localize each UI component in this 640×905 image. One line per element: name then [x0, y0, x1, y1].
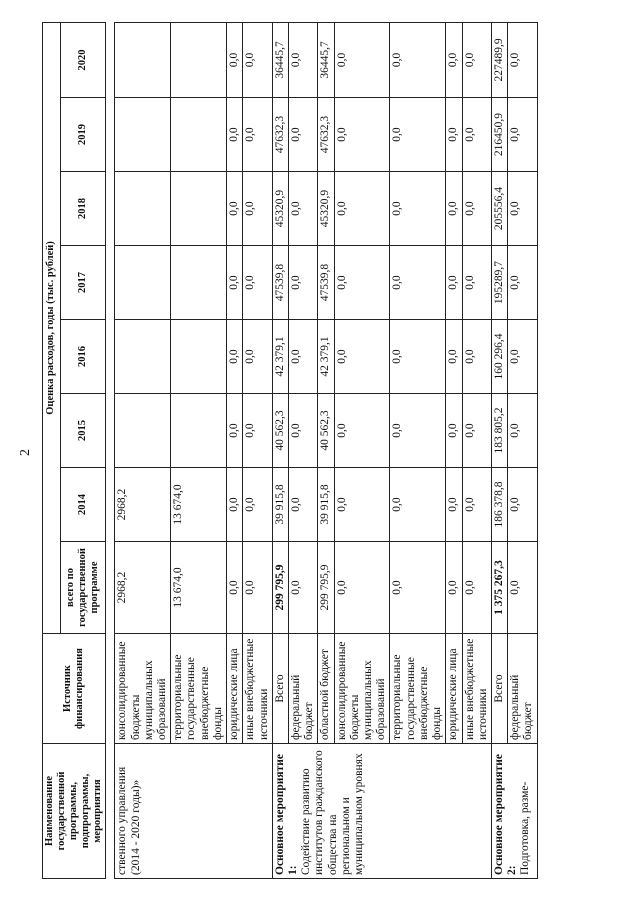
year-value: 183 805,2: [492, 394, 508, 468]
total-value: 0,0: [288, 542, 317, 634]
header-source: Источник финансирования: [43, 634, 106, 744]
year-value: 0,0: [334, 394, 390, 468]
total-value: 0,0: [508, 542, 537, 634]
total-value: 299 795,9: [318, 542, 334, 634]
funding-source: федеральный бюджет: [288, 634, 317, 744]
year-value: 45320,9: [272, 172, 288, 246]
year-value: 0,0: [288, 246, 317, 320]
year-value: 0,0: [243, 246, 272, 320]
year-value: 0,0: [390, 98, 446, 172]
year-value: [115, 246, 171, 320]
year-value: 0,0: [390, 172, 446, 246]
year-value: 0,0: [508, 246, 537, 320]
year-value: 216450,9: [492, 98, 508, 172]
total-value: 13 674,0: [171, 542, 227, 634]
year-value: 13 674,0: [171, 468, 227, 542]
year-value: 0,0: [227, 172, 243, 246]
year-value: 0,0: [288, 394, 317, 468]
year-value: 2968,2: [115, 468, 171, 542]
year-value: 0,0: [462, 22, 491, 97]
year-value: 0,0: [227, 98, 243, 172]
year-value: 0,0: [243, 98, 272, 172]
year-value: 0,0: [390, 246, 446, 320]
funding-source: федеральный бюджет: [508, 634, 537, 744]
year-value: 0,0: [227, 246, 243, 320]
year-value: 0,0: [508, 22, 537, 97]
measure-title: Основное мероприятие 2:: [493, 753, 519, 875]
year-value: [115, 98, 171, 172]
year-value: 0,0: [462, 320, 491, 394]
table-row: [272, 22, 288, 878]
year-value: 0,0: [288, 468, 317, 542]
header-year: 2019: [60, 98, 106, 172]
year-value: 39 915,8: [318, 468, 334, 542]
year-value: 47632,3: [272, 98, 288, 172]
year-value: [171, 394, 227, 468]
year-value: 47539,8: [318, 246, 334, 320]
header-year: 2016: [60, 320, 106, 394]
year-value: 36445,7: [272, 22, 288, 97]
year-value: 0,0: [462, 394, 491, 468]
header-year: 2020: [60, 22, 106, 97]
year-value: 0,0: [446, 468, 462, 542]
page-number: 2: [18, 449, 33, 456]
year-value: 0,0: [334, 172, 390, 246]
year-value: 0,0: [243, 172, 272, 246]
total-value: 0,0: [243, 542, 272, 634]
funding-source: Всего: [492, 634, 508, 744]
year-value: 36445,7: [318, 22, 334, 97]
year-value: 0,0: [462, 98, 491, 172]
year-value: 0,0: [243, 22, 272, 97]
year-value: 40 562,3: [318, 394, 334, 468]
header-year: 2014: [60, 468, 106, 542]
measure-name-cell: [492, 744, 538, 879]
year-value: 0,0: [334, 246, 390, 320]
funding-source: территориальные государственные внебюджетные фонды: [171, 634, 227, 744]
year-value: 0,0: [227, 394, 243, 468]
funding-source: территориальные государственные внебюджетные фонды: [390, 634, 446, 744]
year-value: 0,0: [288, 320, 317, 394]
year-value: [171, 22, 227, 97]
year-value: [171, 98, 227, 172]
year-value: 0,0: [243, 320, 272, 394]
table-row: [115, 22, 171, 878]
total-value: 2968,2: [115, 542, 171, 634]
year-value: 160 296,4: [492, 320, 508, 394]
measure-name-cell: [272, 744, 491, 879]
year-value: 0,0: [288, 98, 317, 172]
year-value: [115, 320, 171, 394]
year-value: 0,0: [227, 468, 243, 542]
header-year: 2015: [60, 394, 106, 468]
year-value: [171, 246, 227, 320]
year-value: 0,0: [462, 468, 491, 542]
funding-source: юридические лица: [446, 634, 462, 744]
year-value: 0,0: [446, 98, 462, 172]
year-value: 0,0: [462, 172, 491, 246]
year-value: 227489,9: [492, 22, 508, 97]
measure-name: Содействие развитию институтов гражданского общества на региональном и муниципальном уровнях: [300, 750, 366, 875]
year-value: 205556,4: [492, 172, 508, 246]
total-value: 0,0: [446, 542, 462, 634]
year-value: 0,0: [508, 172, 537, 246]
year-value: 40 562,3: [272, 394, 288, 468]
year-value: 0,0: [508, 98, 537, 172]
total-value: 0,0: [390, 542, 446, 634]
year-value: 0,0: [334, 320, 390, 394]
total-value: 1 375 267,3: [492, 542, 508, 634]
year-value: [115, 394, 171, 468]
measure-name: Подготовка, разме-: [519, 781, 532, 875]
year-value: 47632,3: [318, 98, 334, 172]
header-name: Наименование государственной программы, подпрограммы, мероприятия: [43, 744, 106, 879]
year-value: 47539,8: [272, 246, 288, 320]
measure-name-cell: [115, 744, 272, 879]
year-value: 0,0: [334, 22, 390, 97]
year-value: 0,0: [508, 320, 537, 394]
year-value: 0,0: [446, 394, 462, 468]
year-value: 0,0: [390, 394, 446, 468]
year-value: 0,0: [446, 172, 462, 246]
header-total: всего по государственной программе: [60, 542, 106, 634]
total-value: 0,0: [227, 542, 243, 634]
year-value: 0,0: [390, 468, 446, 542]
year-value: [115, 172, 171, 246]
year-value: 0,0: [508, 468, 537, 542]
header-group: Оценка расходов, годы (тыс. рублей): [43, 22, 61, 633]
year-value: 186 378,8: [492, 468, 508, 542]
funding-source: областной бюджет: [318, 634, 334, 744]
year-value: 195289,7: [492, 246, 508, 320]
funding-source: юридические лица: [227, 634, 243, 744]
year-value: 0,0: [243, 468, 272, 542]
year-value: 0,0: [243, 394, 272, 468]
measure-title: Основное мероприятие 1:: [273, 753, 299, 875]
year-value: 45320,9: [318, 172, 334, 246]
year-value: 0,0: [227, 320, 243, 394]
year-value: 0,0: [334, 98, 390, 172]
year-value: 0,0: [390, 22, 446, 97]
year-value: 0,0: [462, 246, 491, 320]
measure-name: ственного управления (2014 - 2020 годы)»: [116, 766, 142, 875]
year-value: 0,0: [334, 468, 390, 542]
year-value: [171, 172, 227, 246]
year-value: 39 915,8: [272, 468, 288, 542]
funding-source: иные внебюджетные источники: [462, 634, 491, 744]
year-value: 0,0: [446, 320, 462, 394]
funding-source: Всего: [272, 634, 288, 744]
funding-source: консолидированные бюджеты муниципальных образований: [115, 634, 171, 744]
year-value: 0,0: [227, 22, 243, 97]
year-value: 0,0: [446, 22, 462, 97]
total-value: 299 795,9: [272, 542, 288, 634]
year-value: 42 379,1: [272, 320, 288, 394]
year-value: 0,0: [446, 246, 462, 320]
year-value: 0,0: [288, 22, 317, 97]
expenses-table: [42, 22, 538, 879]
total-value: 0,0: [334, 542, 390, 634]
funding-source: консолидированные бюджеты муниципальных образований: [334, 634, 390, 744]
year-value: 0,0: [508, 394, 537, 468]
table-body: [115, 22, 537, 878]
total-value: 0,0: [462, 542, 491, 634]
header-year: 2017: [60, 246, 106, 320]
header-year: 2018: [60, 172, 106, 246]
funding-source: иные внебюджетные источники: [243, 634, 272, 744]
year-value: 42 379,1: [318, 320, 334, 394]
table-row: [492, 22, 508, 878]
year-value: [115, 22, 171, 97]
year-value: [171, 320, 227, 394]
year-value: 0,0: [288, 172, 317, 246]
year-value: 0,0: [390, 320, 446, 394]
